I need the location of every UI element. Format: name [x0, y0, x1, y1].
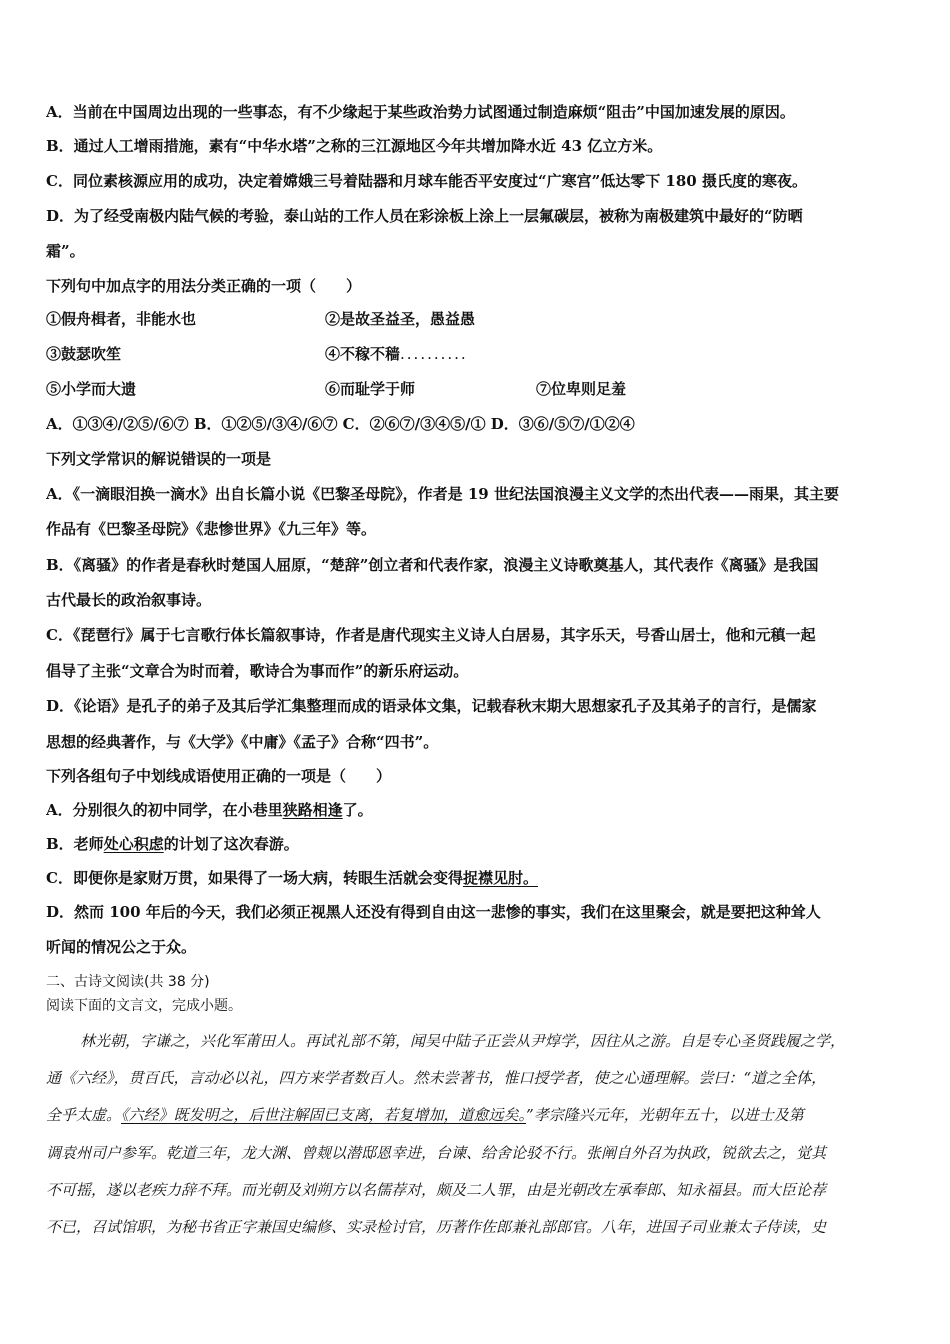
usage-item-5: ⑤小学而大遗: [46, 380, 137, 398]
usage-answer-options: A．①③④/②⑤/⑥⑦ B．①②⑤/③④/⑥⑦ C．②⑥⑦/③④⑤/① D．③⑥/⑤⑦/①②④: [46, 415, 635, 433]
lit-option-b-line1: B．《离骚》的作者是春秋时楚国人屈原，“楚辞”创立者和代表作家，浪漫主义诗歌奠基人，其代表作《离骚》是我国: [46, 556, 819, 574]
passage-line-3-end: ”孝宗隆兴元年，光朝年五十，以进士及第: [526, 1106, 804, 1124]
usage-item-4-wrap: [325, 344, 468, 364]
idiom-option-d-line2: 听闻的情况公之于众。: [46, 938, 197, 956]
section-title: 二、古诗文阅读(共 38 分): [46, 974, 210, 990]
lit-option-c-line1: C．《琵琶行》属于七言歌行体长篇叙事诗，作者是唐代现实主义诗人白居易，其字乐天，号香山居士，他和元稹一起: [46, 626, 816, 644]
idiom-a-end: 了。: [342, 801, 373, 819]
prev-option-d-line1: D．为了经受南极内陆气候的考验，泰山站的工作人员在彩涂板上涂上一层氟碳层，被称为南极建筑中最好的“防晒: [46, 207, 803, 225]
usage-item-3: ③鼓瑟吹笙: [46, 345, 122, 363]
lit-option-c-line2: 倡导了主张“文章合为时而着，歌诗合为事而作”的新乐府运动。: [46, 662, 469, 680]
lit-option-a-line2: 作品有《巴黎圣母院》《悲惨世界》《九三年》等。: [46, 520, 377, 538]
usage-item-6: ⑥而耻学于师: [325, 380, 416, 398]
idiom-option-c: [46, 868, 910, 888]
idiom-question-stem: 下列各组句子中划线成语使用正确的一项是（ ）: [46, 767, 392, 785]
lit-option-d-line1: D．《论语》是孔子的弟子及其后学汇集整理而成的语录体文集，记载春秋末期大思想家孔子及其弟子的言行，是儒家: [46, 697, 817, 715]
passage-line-1: 林光朝，字谦之，兴化军莆田人。再试礼部不第，闻吴中陆子正尝从尹焞学，因往从之游。自是专心圣贤践履之学，: [80, 1032, 846, 1050]
usage-item-4: ④不稼不穑: [325, 345, 401, 363]
passage-line-3-start: 全乎太虚。: [46, 1106, 122, 1124]
idiom-b-text: B．老师: [46, 835, 104, 853]
lit-option-d-line2: 思想的经典著作，与《大学》《中庸》《孟子》合称“四书”。: [46, 733, 439, 751]
lit-option-b-line2: 古代最长的政治叙事诗。: [46, 591, 212, 609]
prev-option-a: A．当前在中国周边出现的一些事态，有不少缘起于某些政治势力试图通过制造麻烦“阻击”中国加速发展的原因。: [46, 103, 795, 121]
idiom-a-text: A．分别很久的初中同学，在小巷里: [46, 801, 283, 819]
idiom-b-end: 的计划了这次春游。: [163, 835, 299, 853]
lit-option-a-line1: A．《一滴眼泪换一滴水》出自长篇小说《巴黎圣母院》，作者是 19 世纪法国浪漫主义文学的杰出代表——雨果，其主要: [46, 485, 839, 503]
usage-item-1: ①假舟楫者，非能水也: [46, 310, 197, 328]
passage-line-4: 调袁州司户参军。乾道三年，龙大渊、曾觌以潜邸恩幸进，台谏、给舍论驳不行。张阐自外召为执政，锐欲去之，觉其: [46, 1144, 827, 1162]
idiom-c-underlined: 捉襟见肘。: [462, 869, 538, 887]
passage-line-3: [46, 1105, 910, 1125]
prev-option-c: C．同位素核源应用的成功，决定着嫦娥三号着陆器和月球车能否平安度过“广寒宫”低达零下 180 摄氏度的寒夜。: [46, 172, 807, 190]
usage-item-7: ⑦位卑则足羞: [536, 380, 627, 398]
usage-question-stem: 下列句中加点字的用法分类正确的一项（ ）: [46, 277, 362, 295]
usage-item-2: ②是故圣益圣，愚益愚: [325, 310, 476, 328]
idiom-a-underlined: 狭路相逢: [282, 801, 343, 819]
passage-line-5: 不可摇，遂以老疾力辞不拜。而光朝及刘朔方以名儒荐对，颇及二人罪，由是光朝改左承奉郎、知永福县。而大臣论荐: [46, 1181, 827, 1199]
prev-option-b: B．通过人工增雨措施，素有“中华水塔”之称的三江源地区今年共增加降水近 43 亿立方米。: [46, 137, 663, 155]
idiom-option-b: [46, 834, 910, 854]
section-instruction: 阅读下面的文言文，完成小题。: [46, 998, 242, 1014]
emphasis-dots: ..........: [400, 345, 468, 363]
passage-line-2: 通《六经》，贯百氏，言动必以礼，四方来学者数百人。然未尝著书，惟口授学者，使之心通理解。尝曰：“道之全体，: [46, 1069, 827, 1087]
idiom-option-d-line1: D．然而 100 年后的今天，我们必须正视黑人还没有得到自由这一悲惨的事实，我们在这里聚会，就是要把这种耸人: [46, 903, 821, 921]
passage-line-6: 不已，召试馆职，为秘书省正字兼国史编修、实录检讨官，历著作佐郎兼礼部郎官。八年，进国子司业兼太子侍读，史: [46, 1218, 827, 1236]
idiom-b-underlined: 处心积虑: [103, 835, 164, 853]
prev-option-d-line2: 霜”。: [46, 242, 85, 260]
idiom-c-text: C．即便你是家财万贯，如果得了一场大病，转眼生活就会变得: [46, 869, 463, 887]
idiom-option-a: [46, 800, 910, 820]
lit-question-stem: 下列文学常识的解说错误的一项是: [46, 450, 272, 468]
passage-underlined-sentence: 《六经》既发明之，后世注解固已支离，若复增加，道愈远矣。: [121, 1106, 527, 1124]
